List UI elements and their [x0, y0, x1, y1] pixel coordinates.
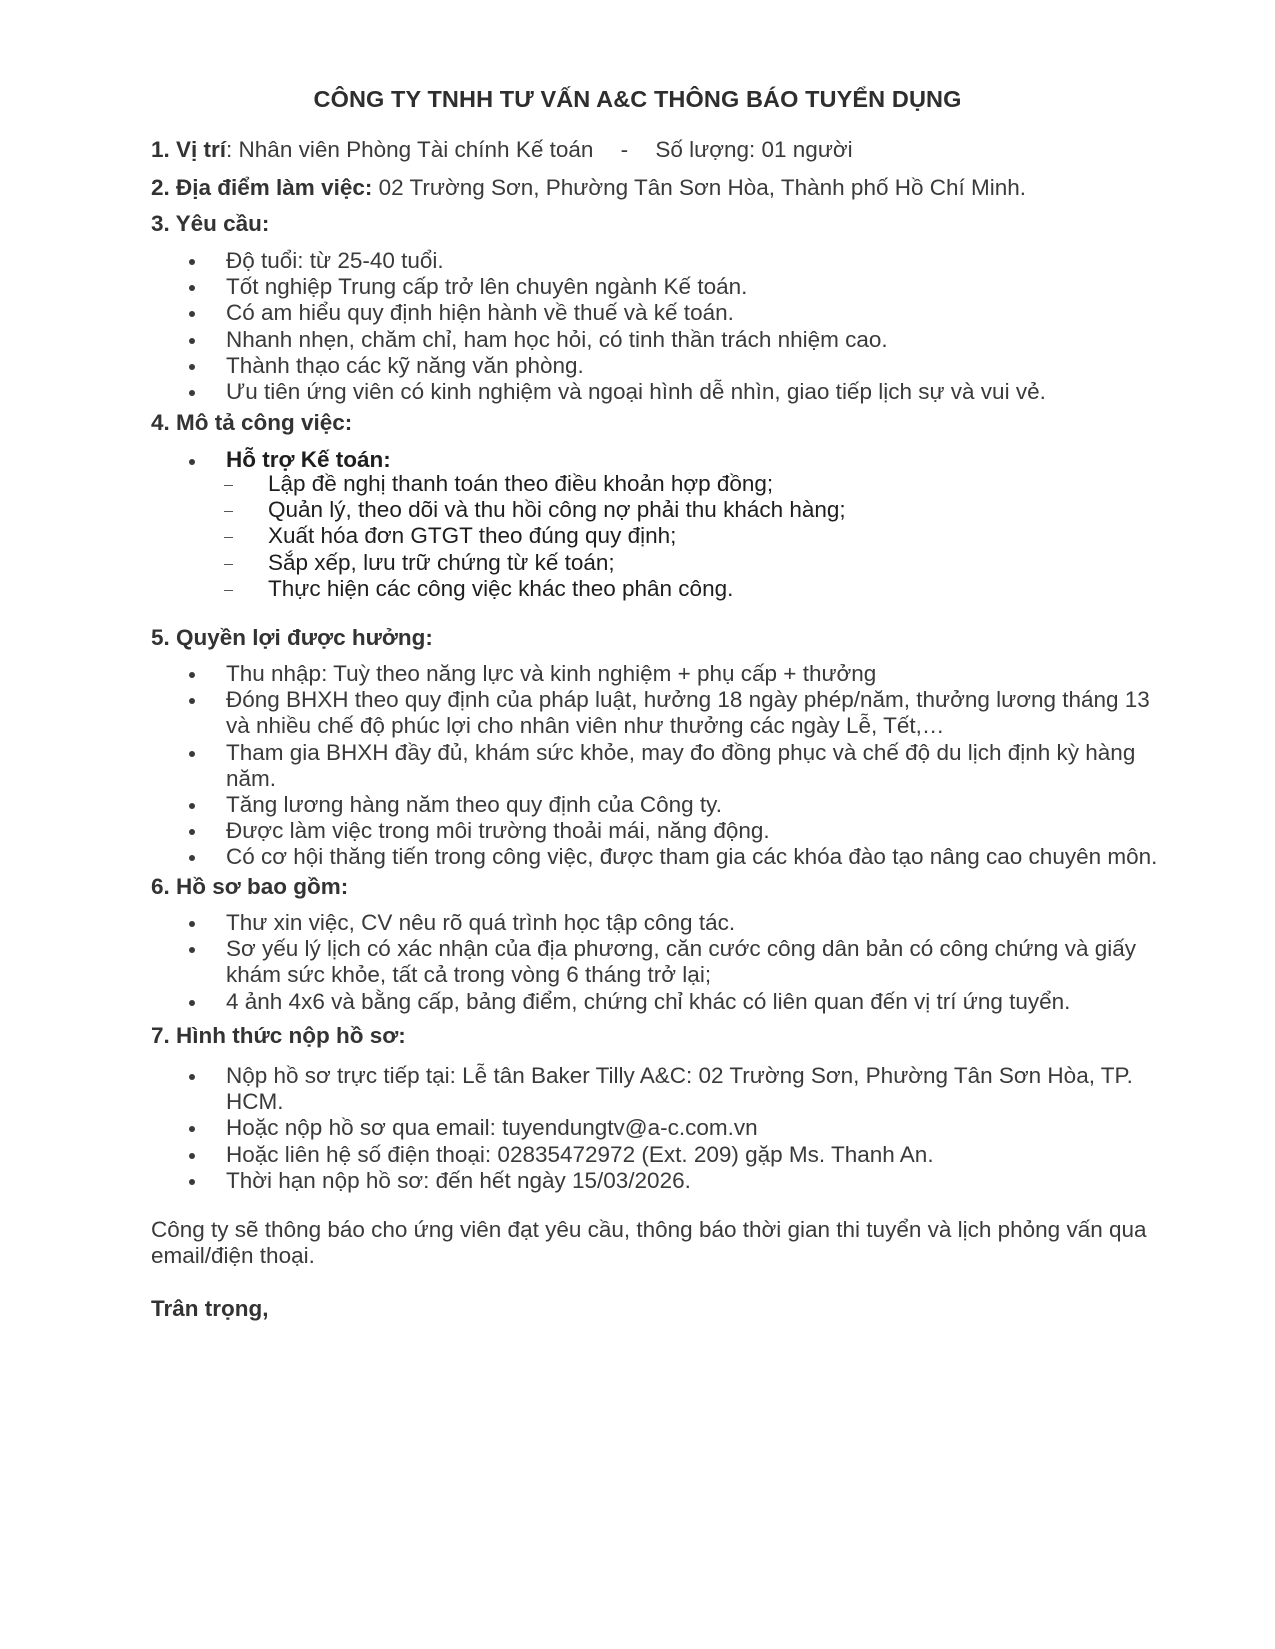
list-item: Sơ yếu lý lịch có xác nhận của địa phương, căn cước công dân bản có công chứng và giấy khám sức khỏe, tất cả trong vòng 6 tháng trở lại; — [0, 936, 1174, 988]
list-item: Xuất hóa đơn GTGT theo đúng quy định; — [0, 523, 846, 549]
job-description-heading: 4. Mô tả công việc: — [151, 410, 353, 435]
list-item: Hoặc liên hệ số điện thoại: 02835472972 (Ext. 209) gặp Ms. Thanh An. — [0, 1142, 1174, 1168]
list-item: Được làm việc trong môi trường thoải mái, năng động. — [0, 818, 1174, 844]
list-item: Tham gia BHXH đầy đủ, khám sức khỏe, may đo đồng phục và chế độ du lịch định kỳ hàng năm. — [0, 740, 1174, 792]
requirements-heading: 3. Yêu cầu: — [151, 211, 270, 236]
position-separator: - — [620, 137, 629, 162]
list-item: Độ tuổi: từ 25-40 tuổi. — [0, 248, 1174, 274]
list-item: Thời hạn nộp hồ sơ: đến hết ngày 15/03/2026. — [0, 1168, 1174, 1194]
benefits-list — [0, 661, 1174, 871]
benefits-heading: 5. Quyền lợi được hưởng: — [151, 625, 433, 650]
list-item: Có am hiểu quy định hiện hành về thuế và kế toán. — [0, 300, 1174, 326]
list-item: Ưu tiên ứng viên có kinh nghiệm và ngoại hình dễ nhìn, giao tiếp lịch sự và vui vẻ. — [0, 379, 1174, 405]
documents-heading: 6. Hồ sơ bao gồm: — [151, 874, 349, 899]
list-item: Thu nhập: Tuỳ theo năng lực và kinh nghiệm + phụ cấp + thưởng — [0, 661, 1174, 687]
location-label: 2. Địa điểm làm việc: — [151, 175, 373, 200]
section-location — [151, 175, 1026, 201]
quantity-value: Số lượng: 01 người — [655, 137, 853, 162]
accounting-support-subheading: Hỗ trợ Kế toán: — [226, 447, 391, 472]
position-label: 1. Vị trí — [151, 137, 227, 162]
list-item: Quản lý, theo dõi và thu hồi công nợ phải thu khách hàng; — [0, 497, 846, 523]
submission-list — [0, 1063, 1174, 1194]
list-item: Sắp xếp, lưu trữ chứng từ kế toán; — [0, 550, 846, 576]
list-item: Thực hiện các công việc khác theo phân công. — [0, 576, 846, 602]
section-position — [151, 137, 853, 163]
list-item: Nộp hồ sơ trực tiếp tại: Lễ tân Baker Tilly A&C: 02 Trường Sơn, Phường Tân Sơn Hòa, TP. HCM. — [0, 1063, 1174, 1115]
location-value: 02 Trường Sơn, Phường Tân Sơn Hòa, Thành phố Hồ Chí Minh. — [372, 175, 1027, 200]
closing-paragraph: Công ty sẽ thông báo cho ứng viên đạt yêu cầu, thông báo thời gian thi tuyển và lịch phỏng vấn qua email/điện thoại. — [151, 1217, 1147, 1269]
requirements-list — [0, 248, 1174, 405]
list-item: 4 ảnh 4x6 và bằng cấp, bảng điểm, chứng chỉ khác có liên quan đến vị trí ứng tuyển. — [0, 989, 1174, 1015]
documents-list — [0, 910, 1174, 1015]
document-title: CÔNG TY TNHH TƯ VẤN A&C THÔNG BÁO TUYỂN DỤNG — [313, 86, 962, 112]
list-item: Lập đề nghị thanh toán theo điều khoản hợp đồng; — [0, 471, 846, 497]
list-item: Tốt nghiệp Trung cấp trở lên chuyên ngành Kế toán. — [0, 274, 1174, 300]
job-duties-list — [0, 471, 846, 602]
list-item: Đóng BHXH theo quy định của pháp luật, hưởng 18 ngày phép/năm, thưởng lương tháng 13 và nhiều chế độ phúc lợi cho nhân viên như thưởng các ngày Lễ, Tết,… — [0, 687, 1174, 739]
submission-heading: 7. Hình thức nộp hồ sơ: — [151, 1023, 406, 1048]
list-item: Có cơ hội thăng tiến trong công việc, được tham gia các khóa đào tạo nâng cao chuyên môn. — [0, 844, 1174, 870]
list-item: Tăng lương hàng năm theo quy định của Công ty. — [0, 792, 1174, 818]
bullet-icon — [189, 459, 195, 465]
list-item: Thư xin việc, CV nêu rõ quá trình học tập công tác. — [0, 910, 1174, 936]
list-item: Thành thạo các kỹ năng văn phòng. — [0, 353, 1174, 379]
position-value: Nhân viên Phòng Tài chính Kế toán — [232, 137, 594, 162]
signoff: Trân trọng, — [151, 1296, 269, 1321]
position-colon: : — [226, 137, 233, 162]
list-item: Hoặc nộp hồ sơ qua email: tuyendungtv@a-c.com.vn — [0, 1115, 1174, 1141]
list-item: Nhanh nhẹn, chăm chỉ, ham học hỏi, có tinh thần trách nhiệm cao. — [0, 327, 1174, 353]
